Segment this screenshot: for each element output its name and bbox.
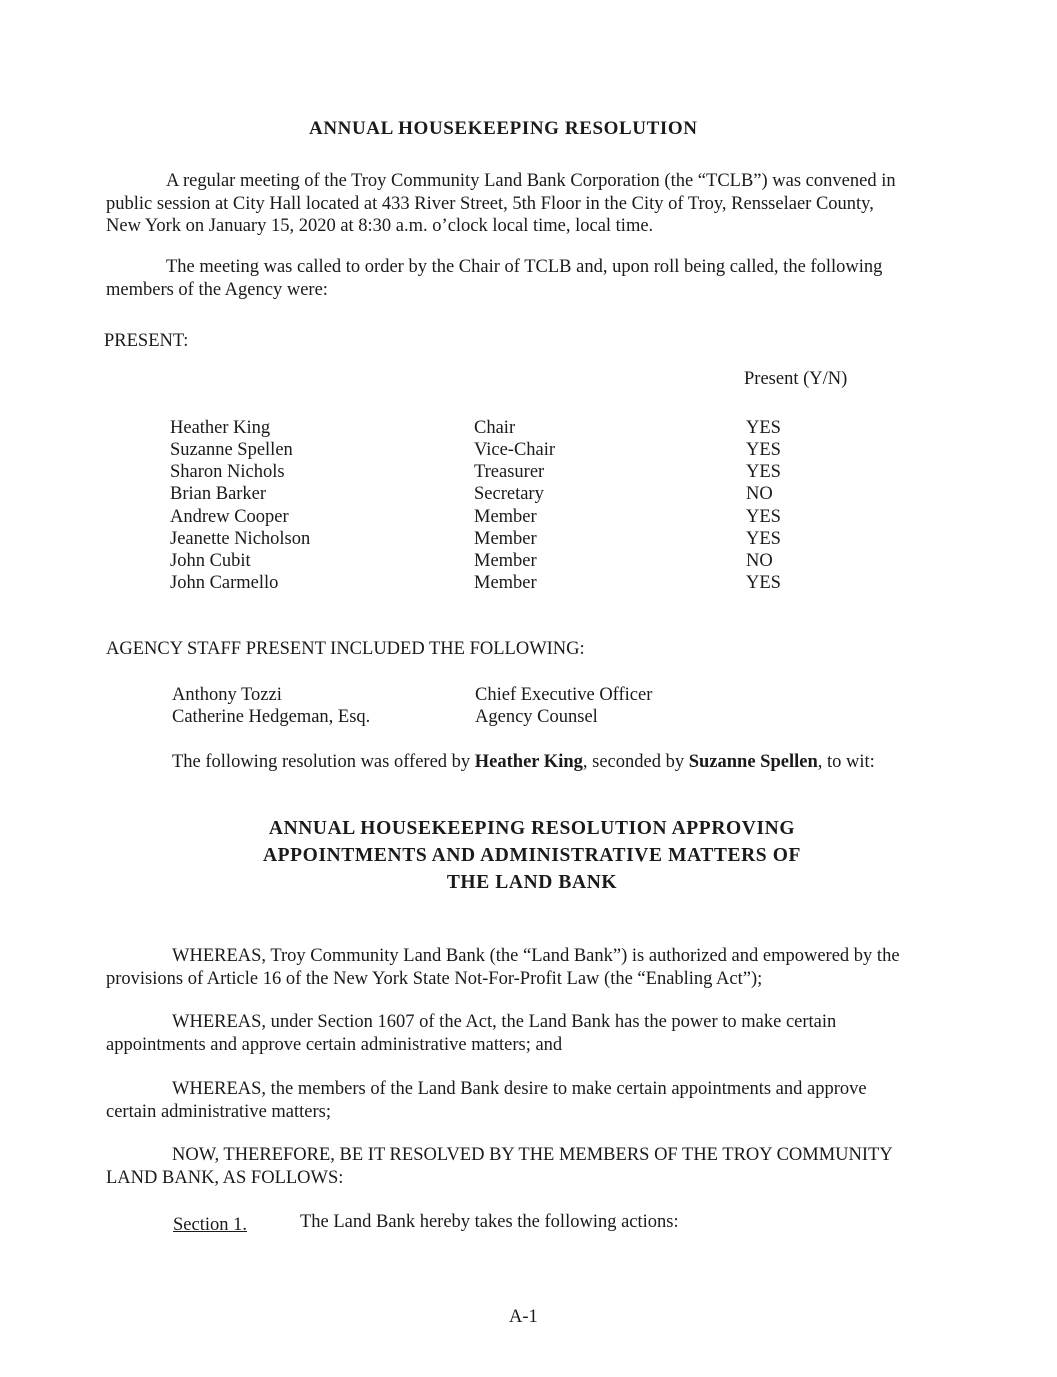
member-present: YES — [746, 440, 781, 460]
member-role: Chair — [474, 418, 516, 438]
member-present: YES — [746, 418, 781, 438]
intro-line-3: New York on January 15, 2020 at 8:30 a.m. o’clock local time, local time. — [106, 216, 654, 236]
whereas-3-line-2: certain administrative matters; — [106, 1101, 331, 1122]
whereas-paragraph-2 — [106, 1011, 938, 1056]
resolution-title-line-2: APPOINTMENTS AND ADMINISTRATIVE MATTERS OF — [262, 845, 802, 866]
resolved-line-1: NOW, THEREFORE, BE IT RESOLVED BY THE MEMBERS OF THE TROY COMMUNITY — [172, 1145, 893, 1165]
whereas-2-line-1: WHEREAS, under Section 1607 of the Act, the Land Bank has the power to make certain — [172, 1012, 837, 1032]
staff-name: Anthony Tozzi — [172, 685, 282, 705]
whereas-2-line-2: appointments and approve certain administrative matters; and — [106, 1034, 563, 1055]
member-role: Member — [474, 551, 537, 571]
member-role: Treasurer — [474, 462, 545, 482]
staff-role: Agency Counsel — [475, 707, 598, 727]
offered-seconder: Suzanne Spellen — [688, 752, 818, 772]
member-present: YES — [746, 573, 781, 593]
member-name: Brian Barker — [170, 484, 267, 504]
member-name: John Carmello — [170, 573, 279, 593]
member-role: Member — [474, 507, 537, 527]
member-name: Jeanette Nicholson — [170, 529, 311, 549]
present-label: PRESENT: — [104, 331, 189, 351]
member-role: Member — [474, 573, 537, 593]
intro-line-2: public session at City Hall located at 433 River Street, 5th Floor in the City of Troy, Rensselaer County, — [106, 193, 874, 214]
member-name: Sharon Nichols — [170, 462, 285, 482]
member-name: Heather King — [170, 418, 271, 438]
roll-call-paragraph — [106, 256, 938, 301]
section-1-text: The Land Bank hereby takes the following actions: — [300, 1212, 679, 1232]
resolution-title — [0, 815, 1057, 896]
intro-paragraph — [106, 170, 938, 238]
member-present: NO — [746, 484, 773, 504]
offered-suffix: , to wit: — [817, 752, 875, 772]
offered-line — [172, 751, 875, 774]
whereas-1-line-2: provisions of Article 16 of the New York State Not-For-Profit Law (the “Enabling Act”); — [106, 968, 763, 989]
whereas-paragraph-3 — [106, 1078, 938, 1123]
section-1-label: Section 1. — [173, 1215, 247, 1235]
staff-name: Catherine Hedgeman, Esq. — [172, 707, 371, 727]
roll-call-line-1: The meeting was called to order by the Chair of TCLB and, upon roll being called, the following — [166, 257, 883, 277]
member-role: Vice-Chair — [474, 440, 556, 460]
resolution-title-line-3: THE LAND BANK — [446, 872, 618, 893]
document-title: ANNUAL HOUSEKEEPING RESOLUTION — [309, 118, 698, 139]
resolved-paragraph — [106, 1144, 938, 1189]
offered-mover: Heather King — [474, 752, 583, 772]
resolution-title-line-1: ANNUAL HOUSEKEEPING RESOLUTION APPROVING — [268, 818, 796, 839]
member-name: Suzanne Spellen — [170, 440, 293, 460]
whereas-3-line-1: WHEREAS, the members of the Land Bank desire to make certain appointments and approve — [172, 1079, 867, 1099]
offered-middle: , seconded by — [582, 752, 689, 772]
member-present: NO — [746, 551, 773, 571]
member-role: Member — [474, 529, 537, 549]
member-name: Andrew Cooper — [170, 507, 289, 527]
present-column-header: Present (Y/N) — [744, 369, 848, 389]
member-present: YES — [746, 529, 781, 549]
intro-line-1: A regular meeting of the Troy Community Land Bank Corporation (the “TCLB”) was convened in — [166, 171, 896, 191]
roll-call-line-2: members of the Agency were: — [106, 279, 328, 300]
resolved-line-2: LAND BANK, AS FOLLOWS: — [106, 1167, 344, 1188]
member-present: YES — [746, 507, 781, 527]
staff-role: Chief Executive Officer — [475, 685, 653, 705]
member-name: John Cubit — [170, 551, 251, 571]
staff-label: AGENCY STAFF PRESENT INCLUDED THE FOLLOWING: — [106, 639, 585, 659]
page-number: A-1 — [509, 1307, 538, 1327]
whereas-paragraph-1 — [106, 945, 938, 990]
whereas-1-line-1: WHEREAS, Troy Community Land Bank (the “Land Bank”) is authorized and empowered by the — [172, 946, 900, 966]
member-role: Secretary — [474, 484, 544, 504]
offered-prefix: The following resolution was offered by — [172, 752, 475, 772]
member-present: YES — [746, 462, 781, 482]
